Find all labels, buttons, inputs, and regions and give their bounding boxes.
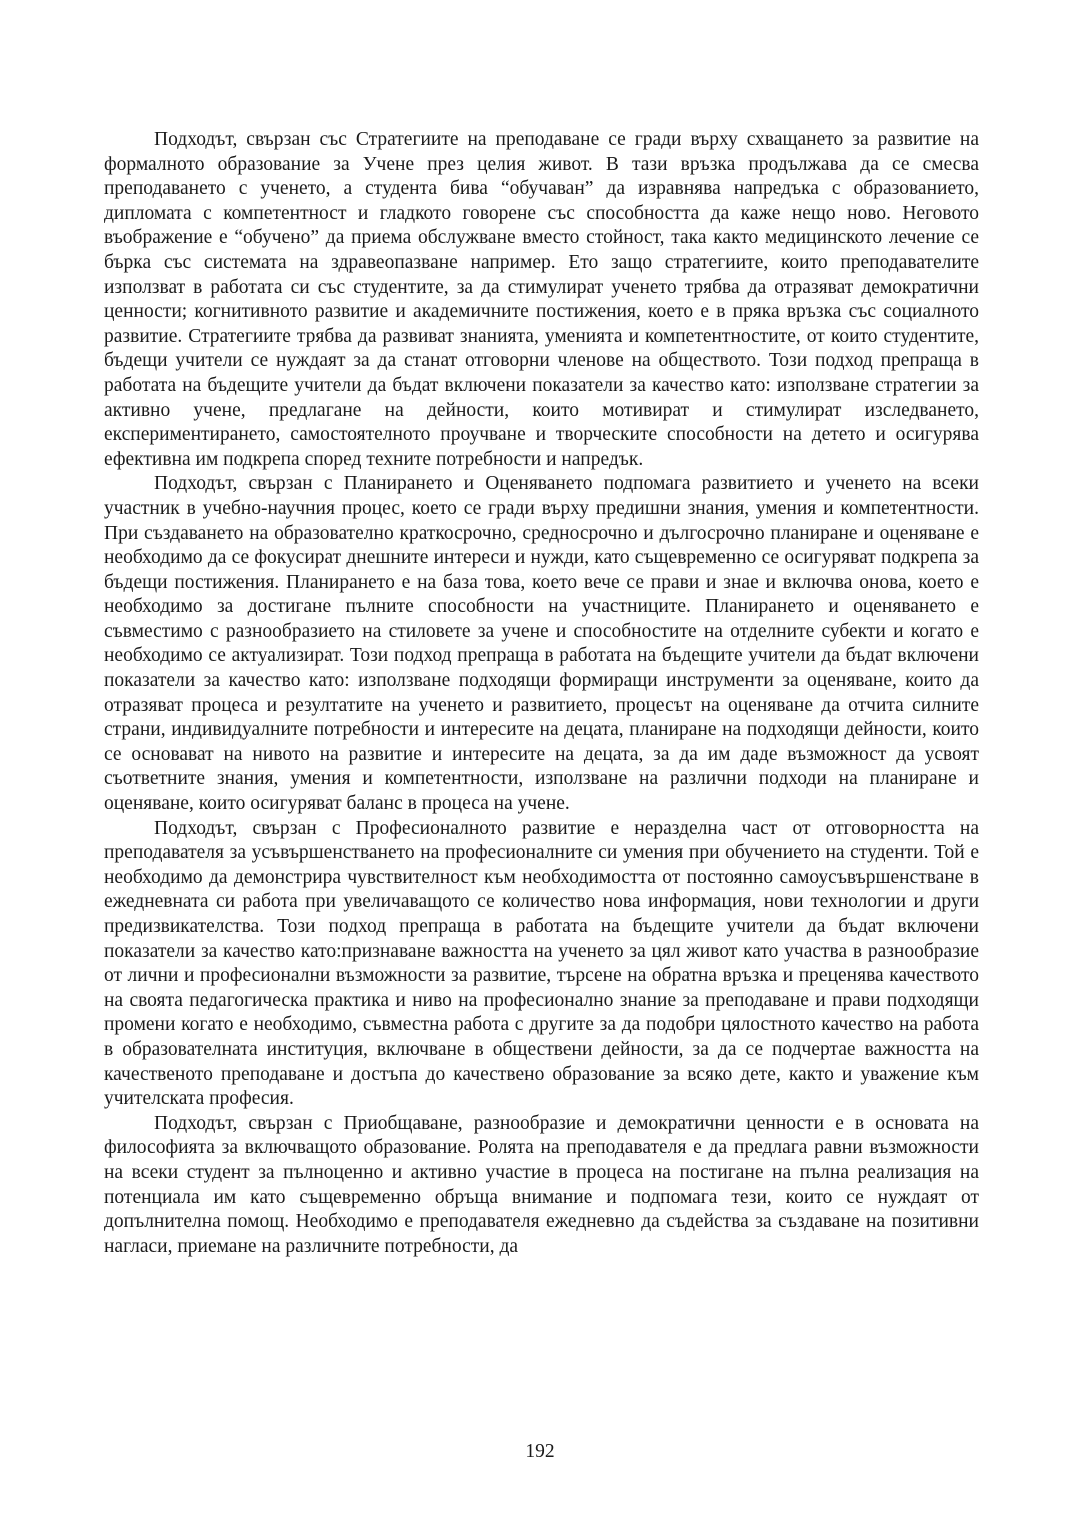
paragraph-inclusion-diversity: Подходът, свързан с Приобщаване, разнообразие и демократични ценности е в основата на философията за включващото образование. Ролята на преподавателя е да предлага равни възможности на всеки студент за пълноценно и активно участие в процеса на постигане на пълна реализация на потенциала им като същевременно обръща внимание и подпомага тези, които се нуждаят от допълнителна помощ. Необходимо е преподавателя ежедневно да съдейства за създаване на позитивни нагласи, приемане на различните потребности, да xyxy=(104,1112,979,1257)
paragraph-strategies: Подходът, свързан със Стратегиите на преподаване се гради върху схващането за развитие на формалното образование за Учене през целия живот. В тази връзка продължава да се смесва преподаването с ученето, а студента бива “обучаван” да изравнява напредъка с образованието, дипломата с компетентност и гладкото говорене със способността да каже нещо ново. Неговото въображение е “обучено” да приема обслужване вместо стойност, така както медицинското лечение се бърка със системата на здравеопазване например. Ето защо стратегиите, които преподавателите използват в работата си със студентите, за да стимулират ученето трябва да отразяват демократични ценности; когнитивното развитие и академичните постижения, което е в пряка връзка със социалното развитие. Стратегиите трябва да развиват знанията, уменията и компетентностите, от които студентите, бъдещи учители се нуждаят за да станат отговорни членове на обществото. Този подход препраща в работата на бъдещите учители да бъдат включени показатели за качество като: използване стратегии за активно учене, предлагане на дейности, които мотивират и стимулират изследването, експериментирането, самостоятелното проучване и творческите способности на детето и осигурява ефективна им подкрепа според техните потребности и напредък. xyxy=(104,129,979,470)
paragraph-planning-assessment: Подходът, свързан с Планирането и Оценяването подпомага развитието и ученето на всеки участник в учебно-научния процес, което се гради върху предишни знания, умения и компетентности. При създаването на образователно краткосрочно, средносрочно и дългосрочно планиране и оценяване е необходимо да се фокусират днешните интереси и нужди, като същевременно се осигуряват подкрепа за бъдещи постижения. Планирането е на база това, което вече се прави и знае и включва онова, което е необходимо за достигане пълните способности на участниците. Планирането и оценяването е съвместимо с разнообразието на стиловете за учене и способностите на отделните субекти и когато е необходимо се актуализират. Този подход препраща в работата на бъдещите учители да бъдат включени показатели за качество като: използване подходящи формиращи инструменти за оценяване, които да отразяват процеса и резултатите на ученето и развитието, процесът на оценяване да отчита силните страни, индивидуалните потребности и интересите на децата, планиране на подходящи дейности, които се основават на нивото на развитие и интересите на децата, за да им даде възможност да усвоят съответните знания, умения и компетентности, използване на различни подходи на планиране и оценяване, които осигуряват баланс в процеса на учене. xyxy=(104,473,979,815)
page-number: 192 xyxy=(525,1441,555,1462)
body-text xyxy=(104,128,979,1259)
paragraph-professional-development: Подходът, свързан с Професионалното развитие е неразделна част от отговорността на преподавателя за усъвършенстването на професионалните си умения при обучението на студенти. Той е необходимо да демонстрира чувствителност към необходимостта от постоянно самоусъвършенстване в ежедневната си работа при увеличаващото се количество нова информация, нови технологии и други предизвикателства. Този подход препраща в работата на бъдещите учители да бъдат включени показатели за качество като:признаване важността на ученето за цял живот като участва в разнообразие от лични и професионални възможности за развитие, търсене на обратна връзка и преценява качеството на своята педагогическа практика и ниво на професионално знание за преподаване и прави подходящи промени когато е необходимо, съвместна работа с другите за да подобри цялостното качество на работа в образователната институция, включване в обществени дейности, за да се подчертае важността на качественото преподаване и достъпа до качествено образование за всяко дете, както и уважение към учителската професия. xyxy=(104,817,979,1110)
